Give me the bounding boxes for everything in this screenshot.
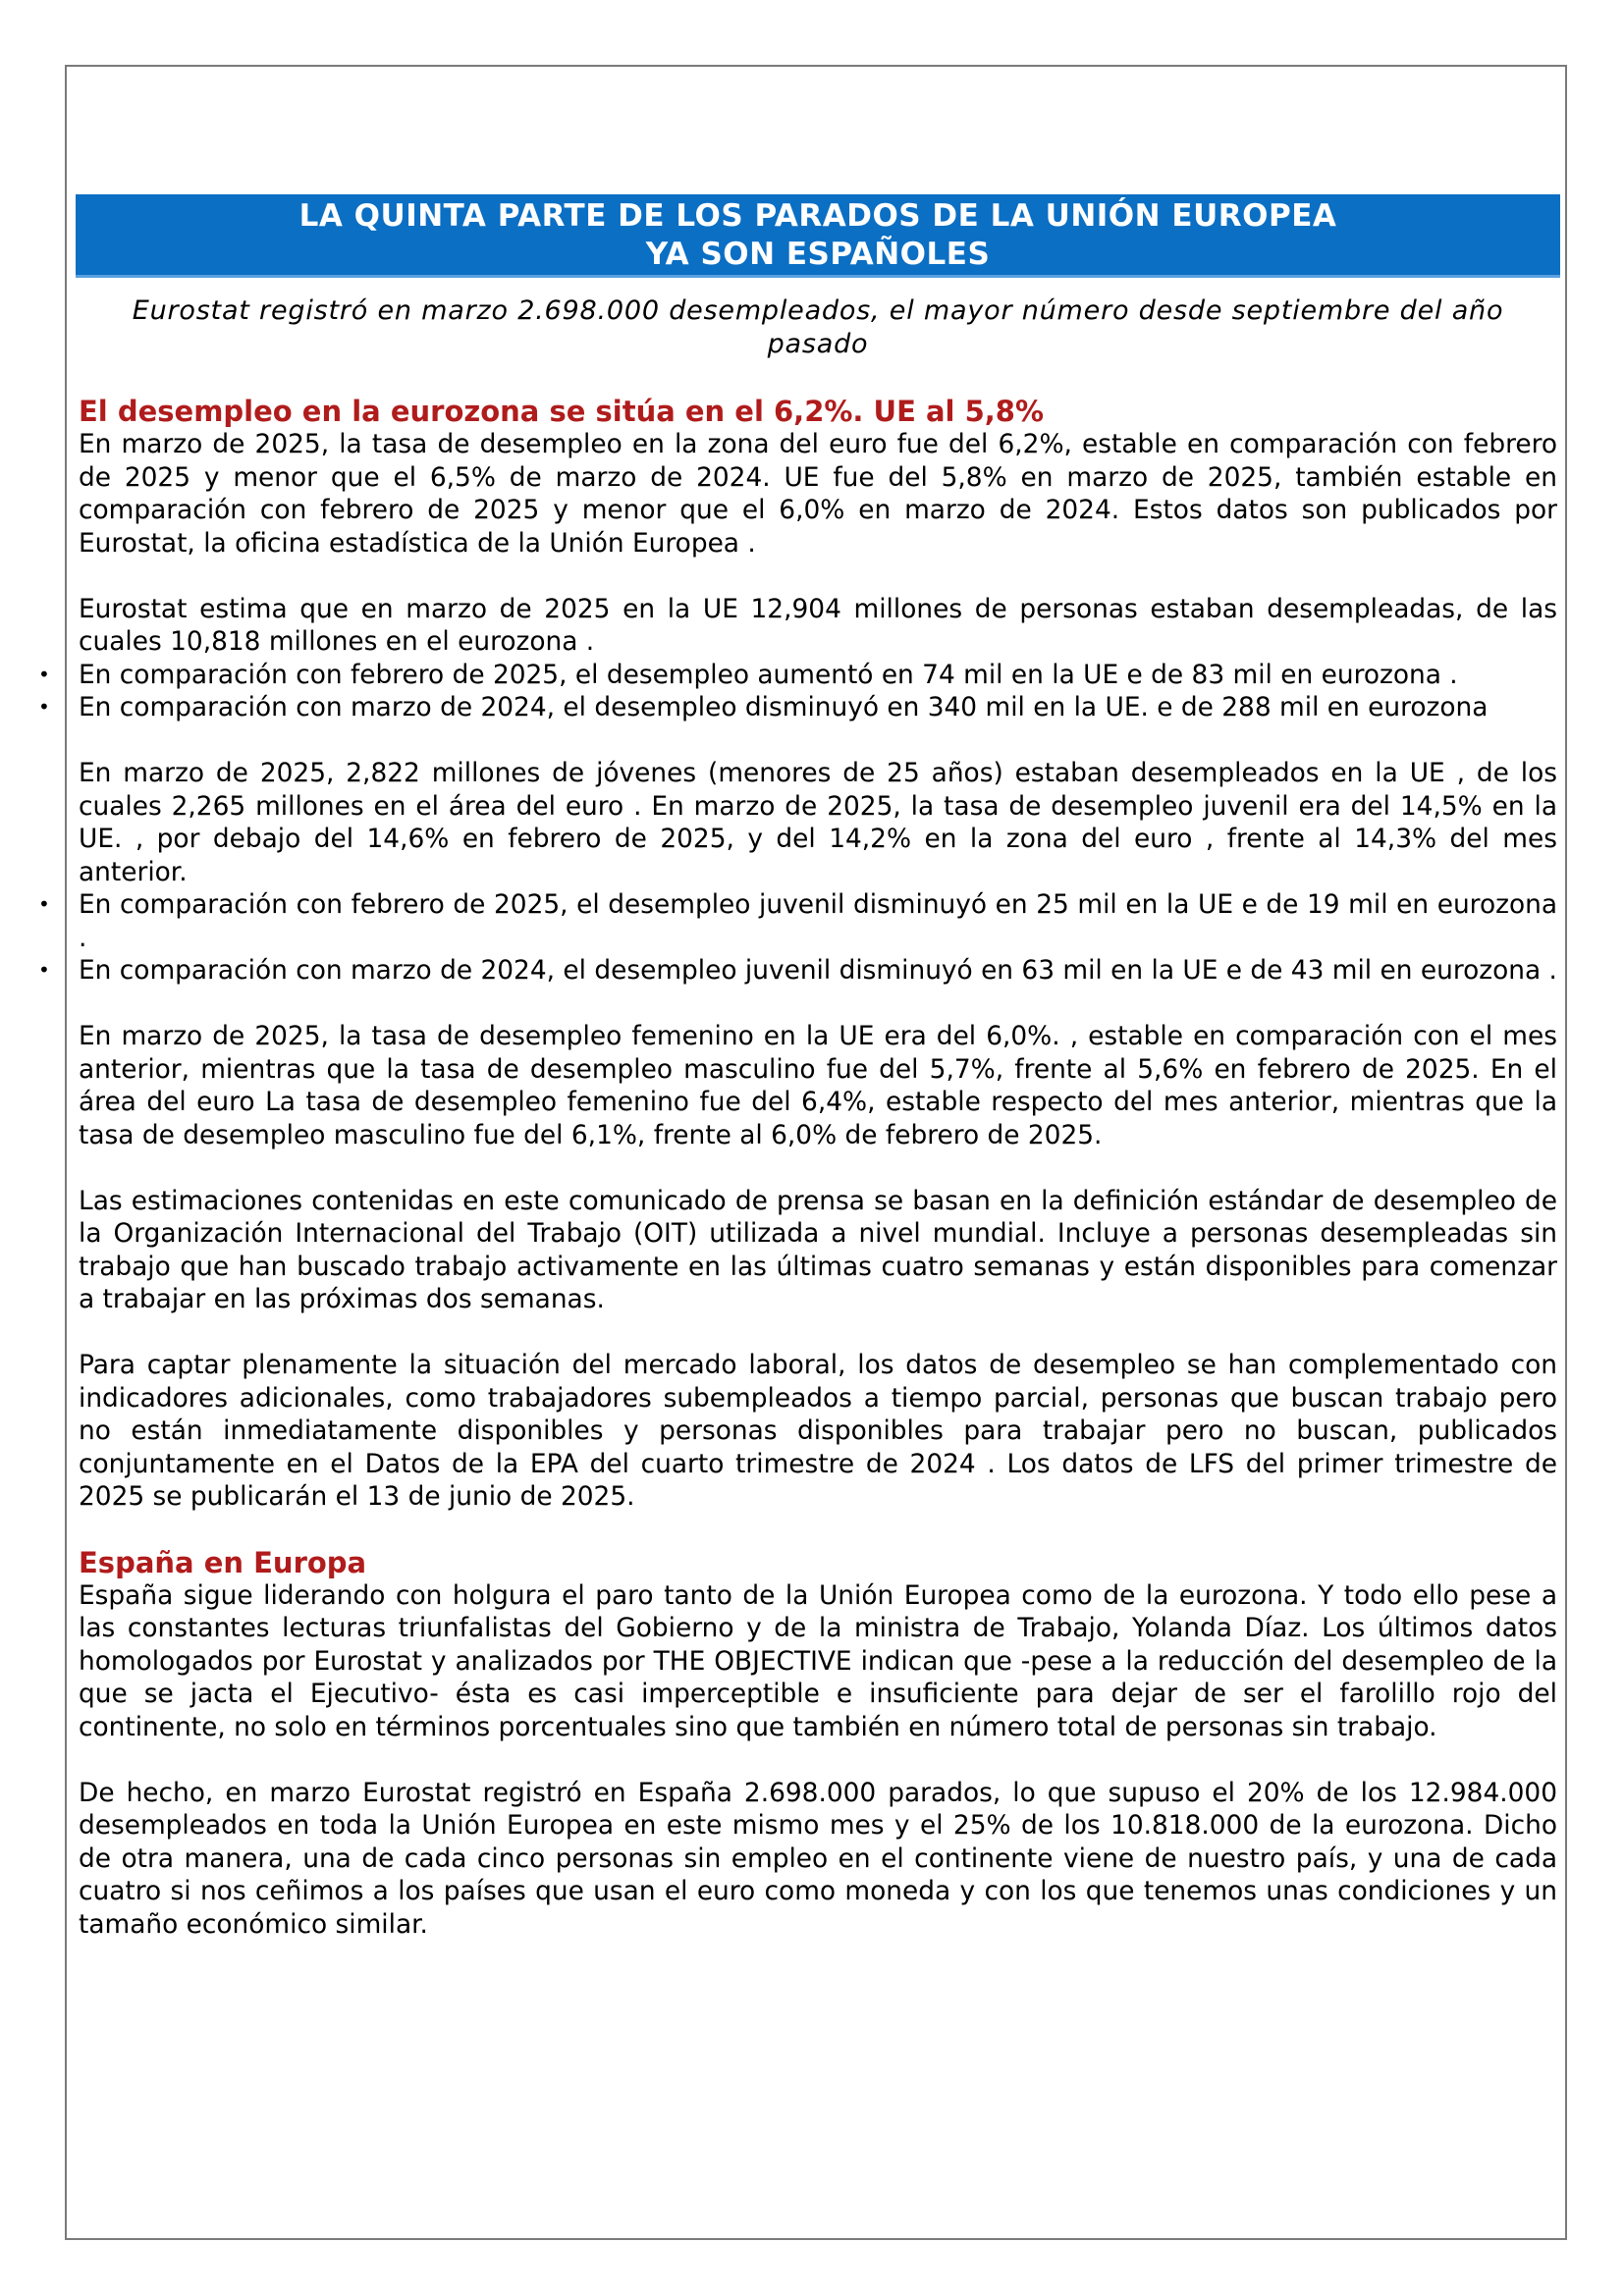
document-body xyxy=(38,194,1560,1941)
paragraph-gap xyxy=(76,1316,1560,1350)
list-item: • En comparación con febrero de 2025, el desempleo juvenil disminuyó en 25 mil en la UE e de 19 mil en eurozona . xyxy=(38,889,1557,953)
paragraph-espana-datos: De hecho, en marzo Eurostat registró en España 2.698.000 parados, lo que supuso el 20% de los 12.984.000 desempleados en toda la Unión Europea en este mismo mes y el 25% de los 10.818.000 de la eurozona. Dicho de otra manera, una de cada cinco personas sin empleo en el continente viene de nuestro país, y una de cada cuatro si nos ceñimos a los países que usan el euro como moneda y con los que tenemos unas condiciones y un tamaño económico similar. xyxy=(79,1777,1557,1940)
bullet-list-youth xyxy=(38,888,1560,988)
title-banner xyxy=(76,194,1560,278)
title-line-1: LA QUINTA PARTE DE LOS PARADOS DE LA UNIÓN EUROPEA xyxy=(298,198,1337,234)
section-heading-espana: España en Europa xyxy=(79,1545,367,1579)
paragraph-oit-definition: Las estimaciones contenidas en este comunicado de prensa se basan en la definición estándar de desempleo de la Organización Internacional del Trabajo (OIT) utilizada a nivel mundial. Incluye a personas desempleadas sin trabajo que han buscado trabajo activamente en las últimas cuatro semanas y están disponibles para comenzar a trabajar en las próximas dos semanas. xyxy=(79,1185,1557,1314)
paragraph-eurozona-rate: En marzo de 2025, la tasa de desempleo en la zona del euro fue del 6,2%, estable en comparación con febrero de 2025 y menor que el 6,5% de marzo de 2024. UE fue del 5,8% en marzo de 2025, también estable en comparación con febrero de 2025 y menor que el 6,0% en marzo de 2024. Estos datos son publicados por Eurostat, la oficina estadística de la Unión Europea . xyxy=(79,429,1557,559)
paragraph-gender: En marzo de 2025, la tasa de desempleo femenino en la UE era del 6,0%. , estable en comparación con el mes anterior, mientras que la tasa de desempleo masculino fue del 5,7%, frente al 5,6% en febrero de 2025. En el área del euro La tasa de desempleo femenino fue del 6,4%, estable respecto del mes anterior, mientras que la tasa de desempleo masculino fue del 6,1%, frente al 6,0% de febrero de 2025. xyxy=(79,1021,1557,1150)
paragraph-gap xyxy=(76,560,1560,593)
section-heading-eurozona: El desempleo en la eurozona se sitúa en el 6,2%. UE al 5,8% xyxy=(79,395,1045,428)
title-line-2: YA SON ESPAÑOLES xyxy=(645,237,991,272)
bullet-dot: • xyxy=(38,892,50,916)
list-item: • En comparación con febrero de 2025, el desempleo aumentó en 74 mil en la UE e de 83 mil en eurozona . xyxy=(38,659,1458,690)
paragraph-espana-lidera: España sigue liderando con holgura el paro tanto de la Unión Europea como de la eurozona. Y todo ello pese a las constantes lecturas triunfalistas del Gobierno y de la ministra de Trabajo, Yolanda Díaz. Los últimos datos homologados por Eurostat y analizados por THE OBJECTIVE indican que -pese a la reducción del desempleo de la que se jacta el Ejecutivo- ésta es casi imperceptible e insuficiente para dejar de ser el farolillo rojo del continente, no solo en términos porcentuales sino que también en número total de personas sin trabajo. xyxy=(79,1579,1557,1742)
bullet-dot: • xyxy=(38,958,50,982)
paragraph-gap xyxy=(76,724,1560,758)
list-item: • En comparación con marzo de 2024, el desempleo disminuyó en 340 mil en la UE. e de 288 mil en eurozona xyxy=(38,692,1489,722)
subtitle: Eurostat registró en marzo 2.698.000 desempleados, el mayor número desde septiembre del año pasado xyxy=(132,295,1504,359)
bullet-list-totals xyxy=(38,659,1560,724)
paragraph-labour-market: Para captar plenamente la situación del mercado laboral, los datos de desempleo se han complementado con indicadores adicionales, como trabajadores subempleados a tiempo parcial, personas que buscan trabajo pero no están inmediatamente disponibles y personas disponibles para trabajar pero no buscan, publicados conjuntamente en el Datos de la EPA del cuarto trimestre de 2024 . Los datos de LFS del primer trimestre de 2025 se publicarán el 13 de junio de 2025. xyxy=(79,1350,1557,1512)
paragraph-gap xyxy=(76,1151,1560,1185)
paragraph-gap xyxy=(76,988,1560,1021)
bullet-dot: • xyxy=(38,695,50,719)
list-item: • En comparación con marzo de 2024, el desempleo juvenil disminuyó en 63 mil en la UE e de 43 mil en eurozona . xyxy=(38,955,1557,986)
bullet-dot: • xyxy=(38,662,50,686)
paragraph-eu-estimate: Eurostat estima que en marzo de 2025 en la UE 12,904 millones de personas estaban desempleadas, de las cuales 10,818 millones en el eurozona . xyxy=(79,593,1557,657)
paragraph-gap xyxy=(76,1743,1560,1777)
paragraph-youth: En marzo de 2025, 2,822 millones de jóvenes (menores de 25 años) estaban desempleados en la UE , de los cuales 2,265 millones en el área del euro . En marzo de 2025, la tasa de desempleo juvenil era del 14,5% en la UE. , por debajo del 14,6% en febrero de 2025, y del 14,2% en la zona del euro , frente al 14,3% del mes anterior. xyxy=(79,758,1557,887)
